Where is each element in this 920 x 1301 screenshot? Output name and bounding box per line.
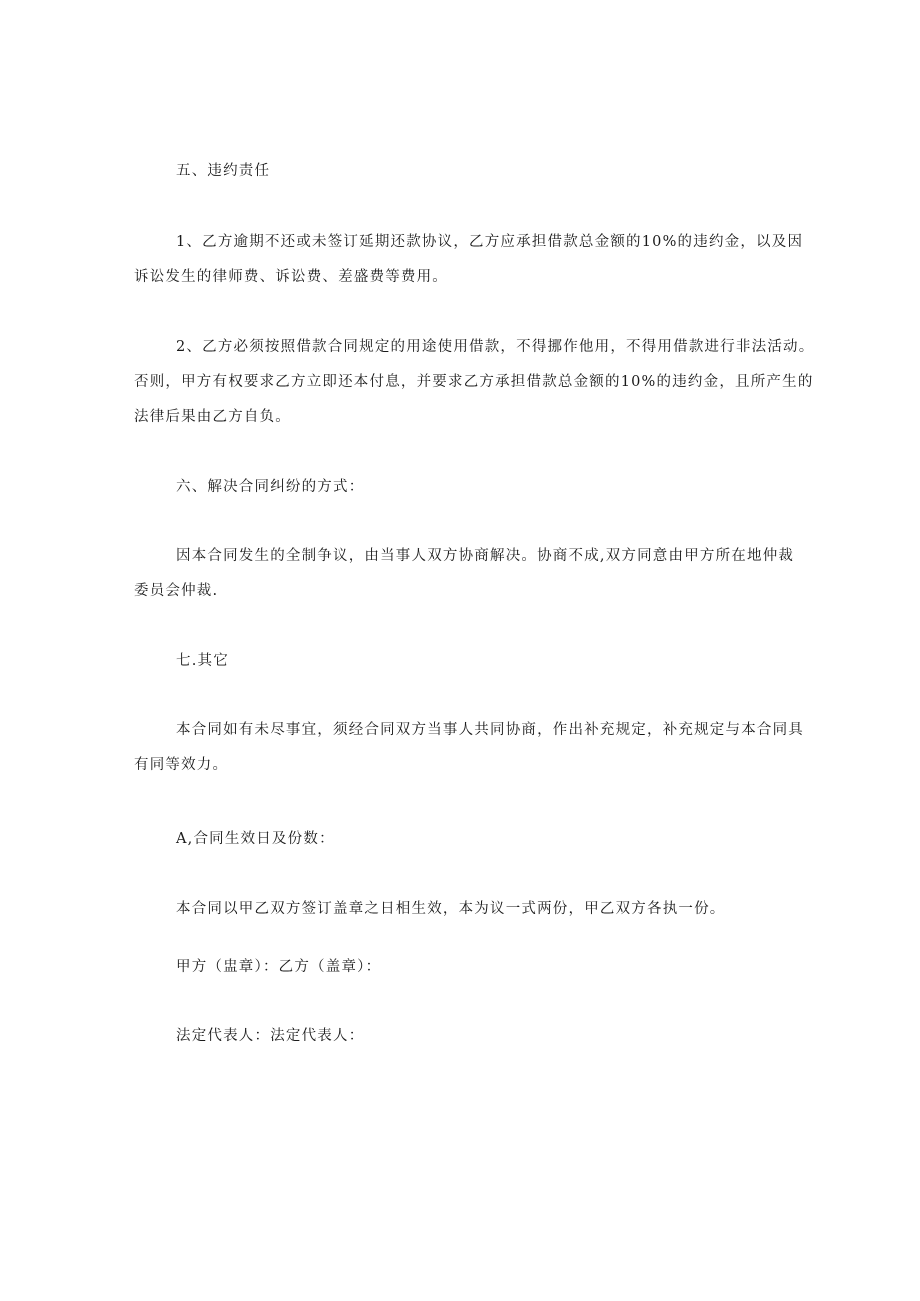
section-8-body-line-1: 本合同以甲乙双方签订盖章之日相生效，本为议一式两份，甲乙双方各执一份。: [176, 901, 726, 917]
section-7-heading: 七.其它: [176, 653, 229, 669]
section-5-item-2-line-3: 法律后果由乙方自负。: [134, 409, 291, 425]
signature-parties-line: 甲方（盅章）：乙方（盖章）：: [176, 959, 382, 975]
section-5-item-2-line-1: 2、乙方必须按照借款合同规定的用途使用借款，不得挪作他用，不得用借款进行非法活动。: [176, 339, 815, 355]
section-6-body-line-2: 委员会仲裁.: [134, 583, 219, 599]
section-5-heading: 五、违约责任: [176, 163, 271, 179]
section-5-item-1-line-2: 诉讼发生的律师费、诉讼费、差盛费等费用。: [134, 269, 448, 285]
section-7-body-line-1: 本合同如有未尽事宜，须经合同双方当事人共同协商，作出补充规定，补充规定与本合同具: [176, 722, 804, 738]
legal-representatives-line: 法定代表人：法定代表人：: [176, 1028, 365, 1044]
section-8-heading: A,合同生效日及份数：: [176, 831, 335, 847]
section-6-body-line-1: 因本合同发生的全制争议，由当事人双方协商解决。协商不成,双方同意由甲方所在地仲裁: [176, 548, 795, 564]
section-5-item-1-line-1: 1、乙方逾期不还或未签订延期还款协议，乙方应承担借款总金额的10%的违约金，以及因: [176, 234, 804, 250]
section-5-item-2-line-2: 否则，甲方有权要求乙方立即还本付息，并要求乙方承担借款总金额的10%的违约金，且所产生的: [134, 374, 814, 390]
section-7-body-line-2: 有同等效力。: [134, 757, 229, 773]
section-6-heading: 六、解决合同纠纷的方式：: [176, 479, 365, 495]
